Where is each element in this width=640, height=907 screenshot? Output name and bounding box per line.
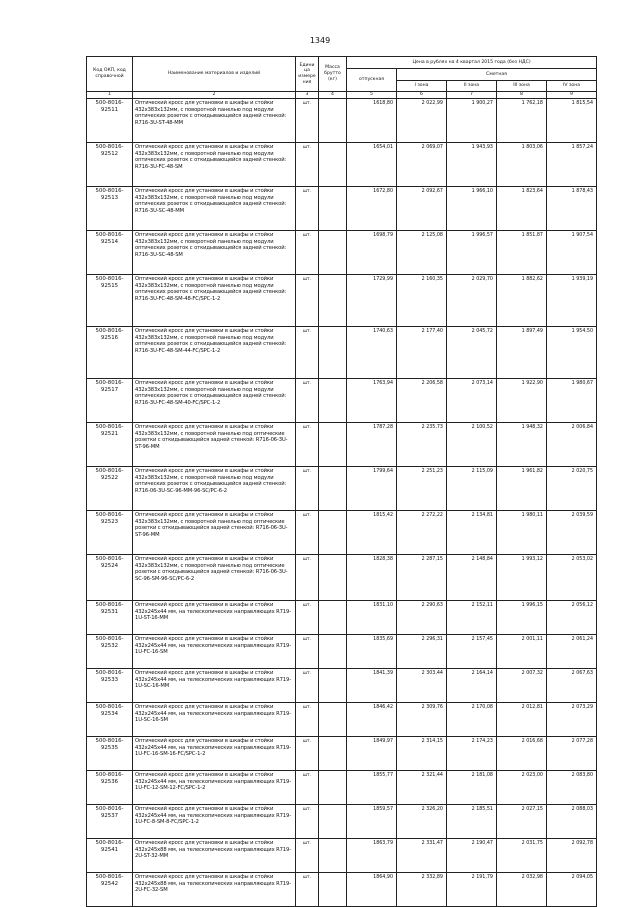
zone-3-price: 1 851,87 [497, 231, 547, 275]
release-price: 1831,10 [347, 601, 397, 635]
header-estimate-price: Сметная [397, 69, 597, 81]
table-row [87, 703, 597, 737]
zone-1-price: 2 235,73 [397, 423, 447, 467]
item-name: Оптический кросс для установки в шкафы и стойки 432x245x44 мм, на телескопических направляющих R719-1U-FC-8-SM-8-FC/SPC-1-2 [133, 805, 296, 839]
header-zone-1: I зона [397, 81, 447, 92]
zone-1-price: 2 290,63 [397, 601, 447, 635]
item-code: 500-8016-92531 [87, 601, 133, 635]
zone-4-price: 2 094,05 [547, 873, 597, 907]
release-price: 1855,77 [347, 771, 397, 805]
release-price: 1815,42 [347, 511, 397, 555]
zone-1-price: 2 251,23 [397, 467, 447, 511]
page-number: 1349 [309, 36, 331, 45]
item-code: 500-8016-92515 [87, 275, 133, 327]
header-price-group: Цена в рублях на 4 квартал 2015 года (без НДС) [347, 57, 597, 69]
zone-2-price: 1 996,57 [447, 231, 497, 275]
item-mass [319, 555, 347, 601]
zone-2-price: 2 152,11 [447, 601, 497, 635]
zone-2-price: 2 157,45 [447, 635, 497, 669]
item-name: Оптический кросс для установки в шкафы и стойки 432x383x132мм, с поворотной панелью под оптические розетки с откидывающейся задней стенкой: R716-06-3U-ST-96-MM [133, 511, 296, 555]
item-unit: шт. [296, 555, 319, 601]
zone-3-price: 2 031,75 [497, 839, 547, 873]
item-code: 500-8016-92523 [87, 511, 133, 555]
table-row [87, 327, 597, 379]
item-name: Оптический кросс для установки в шкафы и стойки 432x245x44 мм, на телескопических направляющих R719-1U-ST-16-MM [133, 601, 296, 635]
item-code: 500-8016-92536 [87, 771, 133, 805]
zone-3-price: 1 823,64 [497, 187, 547, 231]
column-number: 5 [347, 92, 397, 99]
zone-1-price: 2 177,40 [397, 327, 447, 379]
zone-4-price: 1 939,19 [547, 275, 597, 327]
table-row [87, 555, 597, 601]
zone-2-price: 2 164,14 [447, 669, 497, 703]
item-code: 500-8016-92517 [87, 379, 133, 423]
table-row [87, 839, 597, 873]
zone-1-price: 2 326,20 [397, 805, 447, 839]
zone-4-price: 2 077,28 [547, 737, 597, 771]
item-unit: шт. [296, 467, 319, 511]
zone-3-price: 1 993,12 [497, 555, 547, 601]
item-code: 500-8016-92516 [87, 327, 133, 379]
item-unit: шт. [296, 805, 319, 839]
item-name: Оптический кросс для установки в шкафы и стойки 432x383x132мм, с поворотной панелью под модули оптических розеток с откидывающейся задней стенкой: R716-3U-ST-48-MM [133, 99, 296, 143]
zone-2-price: 2 181,08 [447, 771, 497, 805]
zone-3-price: 1 762,18 [497, 99, 547, 143]
item-mass [319, 327, 347, 379]
header-code: Код ОКП, код справочной [87, 57, 133, 92]
item-mass [319, 669, 347, 703]
release-price: 1763,94 [347, 379, 397, 423]
item-code: 500-8016-92513 [87, 187, 133, 231]
zone-2-price: 2 148,84 [447, 555, 497, 601]
item-name: Оптический кросс для установки в шкафы и стойки 432x245x44 мм, на телескопических направляющих R719-1U-FC-16-SM [133, 635, 296, 669]
zone-2-price: 1 966,10 [447, 187, 497, 231]
item-mass [319, 703, 347, 737]
price-table [86, 56, 597, 907]
item-mass [319, 423, 347, 467]
zone-4-price: 2 092,78 [547, 839, 597, 873]
release-price: 1672,80 [347, 187, 397, 231]
zone-4-price: 2 083,80 [547, 771, 597, 805]
table-row [87, 805, 597, 839]
zone-3-price: 2 016,68 [497, 737, 547, 771]
item-name: Оптический кросс для установки в шкафы и стойки 432x383x132мм, с поворотной панелью под оптические розетки с откидывающейся задней стенкой: R716-06-3U-SC-96-SM-96-SC/PC-6-2 [133, 555, 296, 601]
table-row [87, 99, 597, 143]
zone-1-price: 2 331,47 [397, 839, 447, 873]
zone-2-price: 2 190,47 [447, 839, 497, 873]
release-price: 1841,39 [347, 669, 397, 703]
zone-2-price: 2 073,14 [447, 379, 497, 423]
zone-4-price: 2 020,75 [547, 467, 597, 511]
zone-3-price: 2 023,00 [497, 771, 547, 805]
zone-4-price: 1 954,50 [547, 327, 597, 379]
zone-4-price: 2 056,12 [547, 601, 597, 635]
release-price: 1849,97 [347, 737, 397, 771]
zone-1-price: 2 309,76 [397, 703, 447, 737]
zone-2-price: 2 170,08 [447, 703, 497, 737]
zone-4-price: 2 088,03 [547, 805, 597, 839]
item-name: Оптический кросс для установки в шкафы и стойки 432x383x132мм, с поворотной панелью под модули оптических розеток с откидывающейся задней стенкой: R716-06-3U-SC-96-MM-96-SC/PC-6-2 [133, 467, 296, 511]
zone-1-price: 2 296,31 [397, 635, 447, 669]
item-code: 500-8016-92522 [87, 467, 133, 511]
zone-3-price: 1 961,82 [497, 467, 547, 511]
item-code: 500-8016-92537 [87, 805, 133, 839]
item-mass [319, 635, 347, 669]
release-price: 1654,01 [347, 143, 397, 187]
table-row [87, 669, 597, 703]
zone-4-price: 2 006,84 [547, 423, 597, 467]
zone-3-price: 1 882,62 [497, 275, 547, 327]
item-unit: шт. [296, 231, 319, 275]
table-row [87, 275, 597, 327]
item-unit: шт. [296, 511, 319, 555]
table-row [87, 379, 597, 423]
item-unit: шт. [296, 275, 319, 327]
item-code: 500-8016-92542 [87, 873, 133, 907]
item-code: 500-8016-92532 [87, 635, 133, 669]
item-unit: шт. [296, 379, 319, 423]
item-code: 500-8016-92534 [87, 703, 133, 737]
zone-1-price: 2 314,15 [397, 737, 447, 771]
item-mass [319, 379, 347, 423]
release-price: 1846,42 [347, 703, 397, 737]
zone-1-price: 2 287,15 [397, 555, 447, 601]
item-code: 500-8016-92524 [87, 555, 133, 601]
zone-1-price: 2 332,89 [397, 873, 447, 907]
header-name: Наименование материалов и изделий [133, 57, 296, 92]
zone-4-price: 2 039,59 [547, 511, 597, 555]
zone-1-price: 2 069,07 [397, 143, 447, 187]
zone-1-price: 2 125,08 [397, 231, 447, 275]
zone-2-price: 2 100,52 [447, 423, 497, 467]
release-price: 1729,99 [347, 275, 397, 327]
item-unit: шт. [296, 423, 319, 467]
zone-2-price: 1 900,27 [447, 99, 497, 143]
zone-4-price: 2 067,63 [547, 669, 597, 703]
header-zone-2: II зона [447, 81, 497, 92]
item-code: 500-8016-92514 [87, 231, 133, 275]
item-unit: шт. [296, 635, 319, 669]
table-row [87, 511, 597, 555]
item-unit: шт. [296, 187, 319, 231]
item-mass [319, 771, 347, 805]
release-price: 1799,64 [347, 467, 397, 511]
item-mass [319, 511, 347, 555]
table-row [87, 187, 597, 231]
item-name: Оптический кросс для установки в шкафы и стойки 432x383x132мм, с поворотной панелью под модули оптических розеток с откидывающейся задней стенкой: R716-3U-SC-48-MM [133, 187, 296, 231]
item-unit: шт. [296, 703, 319, 737]
zone-1-price: 2 160,35 [397, 275, 447, 327]
zone-1-price: 2 022,99 [397, 99, 447, 143]
release-price: 1863,79 [347, 839, 397, 873]
item-name: Оптический кросс для установки в шкафы и стойки 432x245x44 мм, на телескопических направляющих R719-1U-SC-16-MM [133, 669, 296, 703]
item-name: Оптический кросс для установки в шкафы и стойки 432x383x132мм, с поворотной панелью под оптические розетки с откидывающейся задней стенкой: R716-06-3U-ST-96-MM [133, 423, 296, 467]
release-price: 1864,90 [347, 873, 397, 907]
zone-1-price: 2 321,44 [397, 771, 447, 805]
item-mass [319, 275, 347, 327]
zone-1-price: 2 206,58 [397, 379, 447, 423]
item-mass [319, 231, 347, 275]
release-price: 1618,80 [347, 99, 397, 143]
item-name: Оптический кросс для установки в шкафы и стойки 432x383x132мм, с поворотной панелью под модули оптических розеток с откидывающейся задней стенкой: R716-3U-SC-48-SM [133, 231, 296, 275]
column-number: 4 [319, 92, 347, 99]
item-name: Оптический кросс для установки в шкафы и стойки 432x245x44 мм, на телескопических направляющих R719-1U-FC-12-SM-12-FC/SPC-1-2 [133, 771, 296, 805]
zone-3-price: 1 803,06 [497, 143, 547, 187]
zone-2-price: 2 191,79 [447, 873, 497, 907]
zone-3-price: 1 922,90 [497, 379, 547, 423]
item-code: 500-8016-92511 [87, 99, 133, 143]
item-name: Оптический кросс для установки в шкафы и стойки 432x245x44 мм, на телескопических направляющих R719-1U-FC-16-SM-16-FC/SPC-1-2 [133, 737, 296, 771]
item-code: 500-8016-92521 [87, 423, 133, 467]
column-number: 3 [296, 92, 319, 99]
zone-4-price: 1 857,24 [547, 143, 597, 187]
item-unit: шт. [296, 669, 319, 703]
table-row [87, 231, 597, 275]
item-name: Оптический кросс для установки в шкафы и стойки 432x383x132мм, с поворотной панелью под модули оптических розеток с откидывающейся задней стенкой: R716-3U-FC-48-SM-48-FC/SPC-1-2 [133, 275, 296, 327]
table-row [87, 771, 597, 805]
zone-3-price: 2 027,15 [497, 805, 547, 839]
zone-2-price: 2 115,09 [447, 467, 497, 511]
table-row [87, 873, 597, 907]
zone-3-price: 1 996,15 [497, 601, 547, 635]
header-mass: Масса брутто (кг) [319, 57, 347, 92]
zone-2-price: 2 174,23 [447, 737, 497, 771]
column-number: 9 [547, 92, 597, 99]
item-mass [319, 187, 347, 231]
column-number: 8 [497, 92, 547, 99]
column-number: 7 [447, 92, 497, 99]
table-row [87, 635, 597, 669]
item-mass [319, 99, 347, 143]
zone-3-price: 1 980,11 [497, 511, 547, 555]
zone-3-price: 2 012,81 [497, 703, 547, 737]
release-price: 1859,57 [347, 805, 397, 839]
item-mass [319, 143, 347, 187]
zone-2-price: 1 943,93 [447, 143, 497, 187]
table-row [87, 601, 597, 635]
zone-4-price: 1 815,54 [547, 99, 597, 143]
item-unit: шт. [296, 143, 319, 187]
item-name: Оптический кросс для установки в шкафы и стойки 432x245x44 мм, на телескопических направляющих R719-1U-SC-16-SM [133, 703, 296, 737]
zone-1-price: 2 272,22 [397, 511, 447, 555]
item-unit: шт. [296, 873, 319, 907]
item-unit: шт. [296, 771, 319, 805]
zone-2-price: 2 045,72 [447, 327, 497, 379]
release-price: 1698,79 [347, 231, 397, 275]
item-name: Оптический кросс для установки в шкафы и стойки 432x383x132мм, с поворотной панелью под модули оптических розеток с откидывающейся задней стенкой: R716-3U-FC-48-SM [133, 143, 296, 187]
zone-3-price: 2 032,98 [497, 873, 547, 907]
zone-3-price: 1 948,32 [497, 423, 547, 467]
item-name: Оптический кросс для установки в шкафы и стойки 432x245x88 мм, на телескопических направляющих R719-2U-ST-32-MM [133, 839, 296, 873]
item-unit: шт. [296, 839, 319, 873]
column-number: 1 [87, 92, 133, 99]
zone-2-price: 2 029,70 [447, 275, 497, 327]
header-unit: Едини ца измере ния [296, 57, 319, 92]
table-row [87, 423, 597, 467]
item-mass [319, 737, 347, 771]
item-unit: шт. [296, 601, 319, 635]
zone-4-price: 2 073,29 [547, 703, 597, 737]
header-zone-3: III зона [497, 81, 547, 92]
item-code: 500-8016-92541 [87, 839, 133, 873]
item-unit: шт. [296, 327, 319, 379]
zone-3-price: 2 001,11 [497, 635, 547, 669]
zone-1-price: 2 092,67 [397, 187, 447, 231]
item-mass [319, 839, 347, 873]
zone-2-price: 2 134,81 [447, 511, 497, 555]
header-release-price: отпускная [347, 69, 397, 92]
item-mass [319, 601, 347, 635]
release-price: 1828,38 [347, 555, 397, 601]
header-zone-4: IV зона [547, 81, 597, 92]
zone-4-price: 1 980,67 [547, 379, 597, 423]
item-mass [319, 873, 347, 907]
item-mass [319, 805, 347, 839]
zone-4-price: 2 053,02 [547, 555, 597, 601]
release-price: 1835,69 [347, 635, 397, 669]
item-unit: шт. [296, 99, 319, 143]
table-row [87, 467, 597, 511]
zone-4-price: 2 061,24 [547, 635, 597, 669]
zone-4-price: 1 878,43 [547, 187, 597, 231]
column-number: 2 [133, 92, 296, 99]
column-number: 6 [397, 92, 447, 99]
item-code: 500-8016-92512 [87, 143, 133, 187]
zone-3-price: 2 007,32 [497, 669, 547, 703]
item-code: 500-8016-92535 [87, 737, 133, 771]
item-name: Оптический кросс для установки в шкафы и стойки 432x383x132мм, с поворотной панелью под модули оптических розеток с откидывающейся задней стенкой: R716-3U-FC-48-SM-44-FC/SPC-1-2 [133, 327, 296, 379]
release-price: 1787,28 [347, 423, 397, 467]
zone-2-price: 2 185,51 [447, 805, 497, 839]
zone-4-price: 1 907,54 [547, 231, 597, 275]
table-row [87, 143, 597, 187]
table-row [87, 737, 597, 771]
item-code: 500-8016-92533 [87, 669, 133, 703]
item-name: Оптический кросс для установки в шкафы и стойки 432x245x88 мм, на телескопических направляющих R719-2U-FC-32-SM [133, 873, 296, 907]
item-name: Оптический кросс для установки в шкафы и стойки 432x383x132мм, с поворотной панелью под модули оптических розеток с откидывающейся задней стенкой: R716-3U-FC-48-SM-40-FC/SPC-1-2 [133, 379, 296, 423]
release-price: 1740,63 [347, 327, 397, 379]
item-mass [319, 467, 347, 511]
item-unit: шт. [296, 737, 319, 771]
zone-1-price: 2 303,44 [397, 669, 447, 703]
zone-3-price: 1 897,49 [497, 327, 547, 379]
